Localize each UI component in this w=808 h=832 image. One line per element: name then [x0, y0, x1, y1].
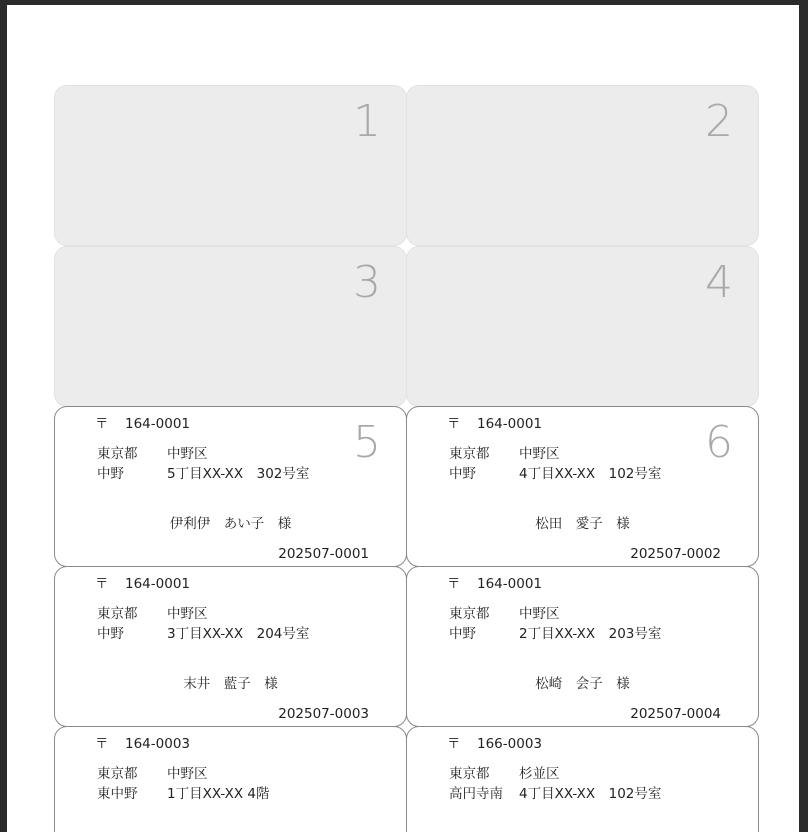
address-label-7: [54, 566, 407, 727]
city: 中野区: [167, 766, 208, 782]
postal-mark: 〒: [447, 576, 461, 592]
city: 中野区: [167, 606, 208, 622]
recipient-name: 伊利伊 あい子 様: [169, 516, 292, 532]
prefecture: 東京都: [97, 766, 138, 782]
customer-code: 202507-0004: [630, 706, 721, 722]
address-label-9: [54, 726, 407, 832]
town: 中野: [449, 626, 476, 642]
postal-code: 166-0003: [477, 736, 542, 752]
label-number: 2: [705, 96, 733, 147]
customer-code: 202507-0001: [278, 546, 369, 562]
city: 杉並区: [519, 766, 560, 782]
postal-mark: 〒: [447, 736, 461, 752]
town: 中野: [97, 626, 124, 642]
prefecture: 東京都: [449, 446, 490, 462]
label-number: 4: [705, 257, 733, 308]
recipient-name: 末井 藍子 様: [183, 676, 278, 692]
address-label-6: [406, 406, 759, 567]
label-slot-1: [54, 85, 407, 246]
postal-code: 164-0003: [125, 736, 190, 752]
label-number: 1: [353, 96, 381, 147]
recipient-name: 松崎 会子 様: [535, 676, 630, 692]
prefecture: 東京都: [449, 766, 490, 782]
label-slot-2: [406, 85, 759, 246]
prefecture: 東京都: [97, 606, 138, 622]
street-address: 4丁目XX-XX 102号室: [519, 466, 662, 482]
postal-code: 164-0001: [477, 576, 542, 592]
recipient-name: 松田 愛子 様: [535, 516, 630, 532]
label-number: 6: [705, 417, 733, 468]
label-sheet-page: [7, 5, 799, 832]
town: 中野: [97, 466, 124, 482]
address-label-10: [406, 726, 759, 832]
postal-mark: 〒: [95, 576, 109, 592]
street-address: 4丁目XX-XX 102号室: [519, 786, 662, 802]
address-label-5: [54, 406, 407, 567]
postal-mark: 〒: [95, 416, 109, 432]
city: 中野区: [167, 446, 208, 462]
street-address: 5丁目XX-XX 302号室: [167, 466, 310, 482]
street-address: 3丁目XX-XX 204号室: [167, 626, 310, 642]
customer-code: 202507-0002: [630, 546, 721, 562]
label-slot-4: [406, 246, 759, 407]
town: 中野: [449, 466, 476, 482]
town: 高円寺南: [449, 786, 503, 802]
postal-code: 164-0001: [125, 416, 190, 432]
postal-code: 164-0001: [125, 576, 190, 592]
label-number: 3: [353, 257, 381, 308]
street-address: 1丁目XX-XX 4階: [167, 786, 270, 802]
city: 中野区: [519, 606, 560, 622]
postal-mark: 〒: [447, 416, 461, 432]
town: 東中野: [97, 786, 138, 802]
prefecture: 東京都: [97, 446, 138, 462]
label-number: 5: [353, 417, 381, 468]
postal-mark: 〒: [95, 736, 109, 752]
prefecture: 東京都: [449, 606, 490, 622]
address-label-8: [406, 566, 759, 727]
street-address: 2丁目XX-XX 203号室: [519, 626, 662, 642]
customer-code: 202507-0003: [278, 706, 369, 722]
city: 中野区: [519, 446, 560, 462]
postal-code: 164-0001: [477, 416, 542, 432]
label-slot-3: [54, 246, 407, 407]
